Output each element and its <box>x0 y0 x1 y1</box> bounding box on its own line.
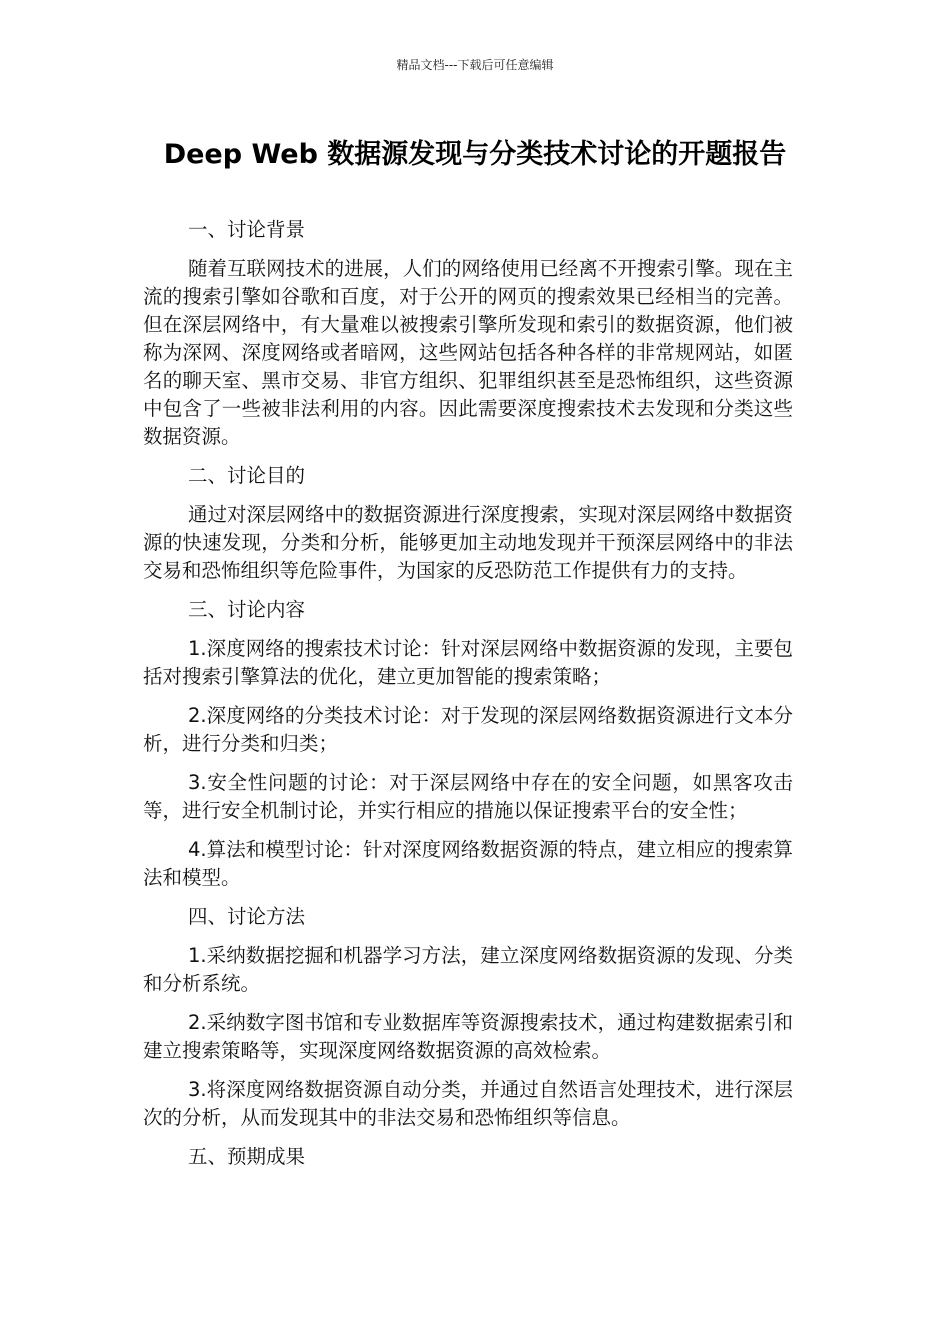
method-item-1: 1.采纳数据挖掘和机器学习方法，建立深度网络数据资源的发现、分类和分析系统。 <box>143 944 793 995</box>
content-item-3: 3.安全性问题的讨论：对于深层网络中存在的安全问题，如黑客攻击等，进行安全机制讨论，并实行相应的措施以保证搜索平台的安全性； <box>143 771 793 822</box>
document-title: Deep Web 数据源发现与分类技术讨论的开题报告 <box>163 139 787 170</box>
document-body <box>143 216 793 1182</box>
method-item-3: 3.将深度网络数据资源自动分类，并通过自然语言处理技术，进行深层次的分析，从而发现其中的非法交易和恐怖组织等信息。 <box>143 1078 793 1129</box>
section-heading-purpose: 二、讨论目的 <box>188 464 306 487</box>
content-item-4: 4.算法和模型讨论：针对深度网络数据资源的特点，建立相应的搜索算法和模型。 <box>143 838 793 889</box>
content-item-2: 2.深度网络的分类技术讨论：对于发现的深层网络数据资源进行文本分析，进行分类和归类； <box>143 704 793 755</box>
method-item-2: 2.采纳数字图书馆和专业数据库等资源搜索技术，通过构建数据索引和建立搜索策略等，实现深度网络数据资源的高效检索。 <box>143 1011 793 1062</box>
section-heading-method: 四、讨论方法 <box>188 905 306 928</box>
content-item-1: 1.深度网络的搜索技术讨论：针对深层网络中数据资源的发现，主要包括对搜索引擎算法的优化，建立更加智能的搜索策略； <box>143 637 793 688</box>
paragraph-background: 随着互联网技术的进展，人们的网络使用已经离不开搜索引擎。现在主流的搜索引擎如谷歌和百度，对于公开的网页的搜索效果已经相当的完善。但在深层网络中，有大量难以被搜索引擎所发现和索引的数据资源，他们被称为深网、深度网络或者暗网，这些网站包括各种各样的非常规网站，如匿名的聊天室、黑市交易、非官方组织、犯罪组织甚至是恐怖组织，这些资源中包含了一些被非法利用的内容。因此需要深度搜索技术去发现和分类这些数据资源。 <box>143 257 793 448</box>
header-note: 精品文档---下载后可任意编辑 <box>396 58 554 72</box>
section-heading-content: 三、讨论内容 <box>188 598 306 621</box>
paragraph-purpose: 通过对深层网络中的数据资源进行深度搜索，实现对深层网络中数据资源的快速发现，分类和分析，能够更加主动地发现并干预深层网络中的非法交易和恐怖组织等危险事件，为国家的反恐防范工作提供有力的支持。 <box>143 503 793 582</box>
section-heading-background: 一、讨论背景 <box>188 218 306 241</box>
section-heading-results: 五、预期成果 <box>188 1145 306 1168</box>
